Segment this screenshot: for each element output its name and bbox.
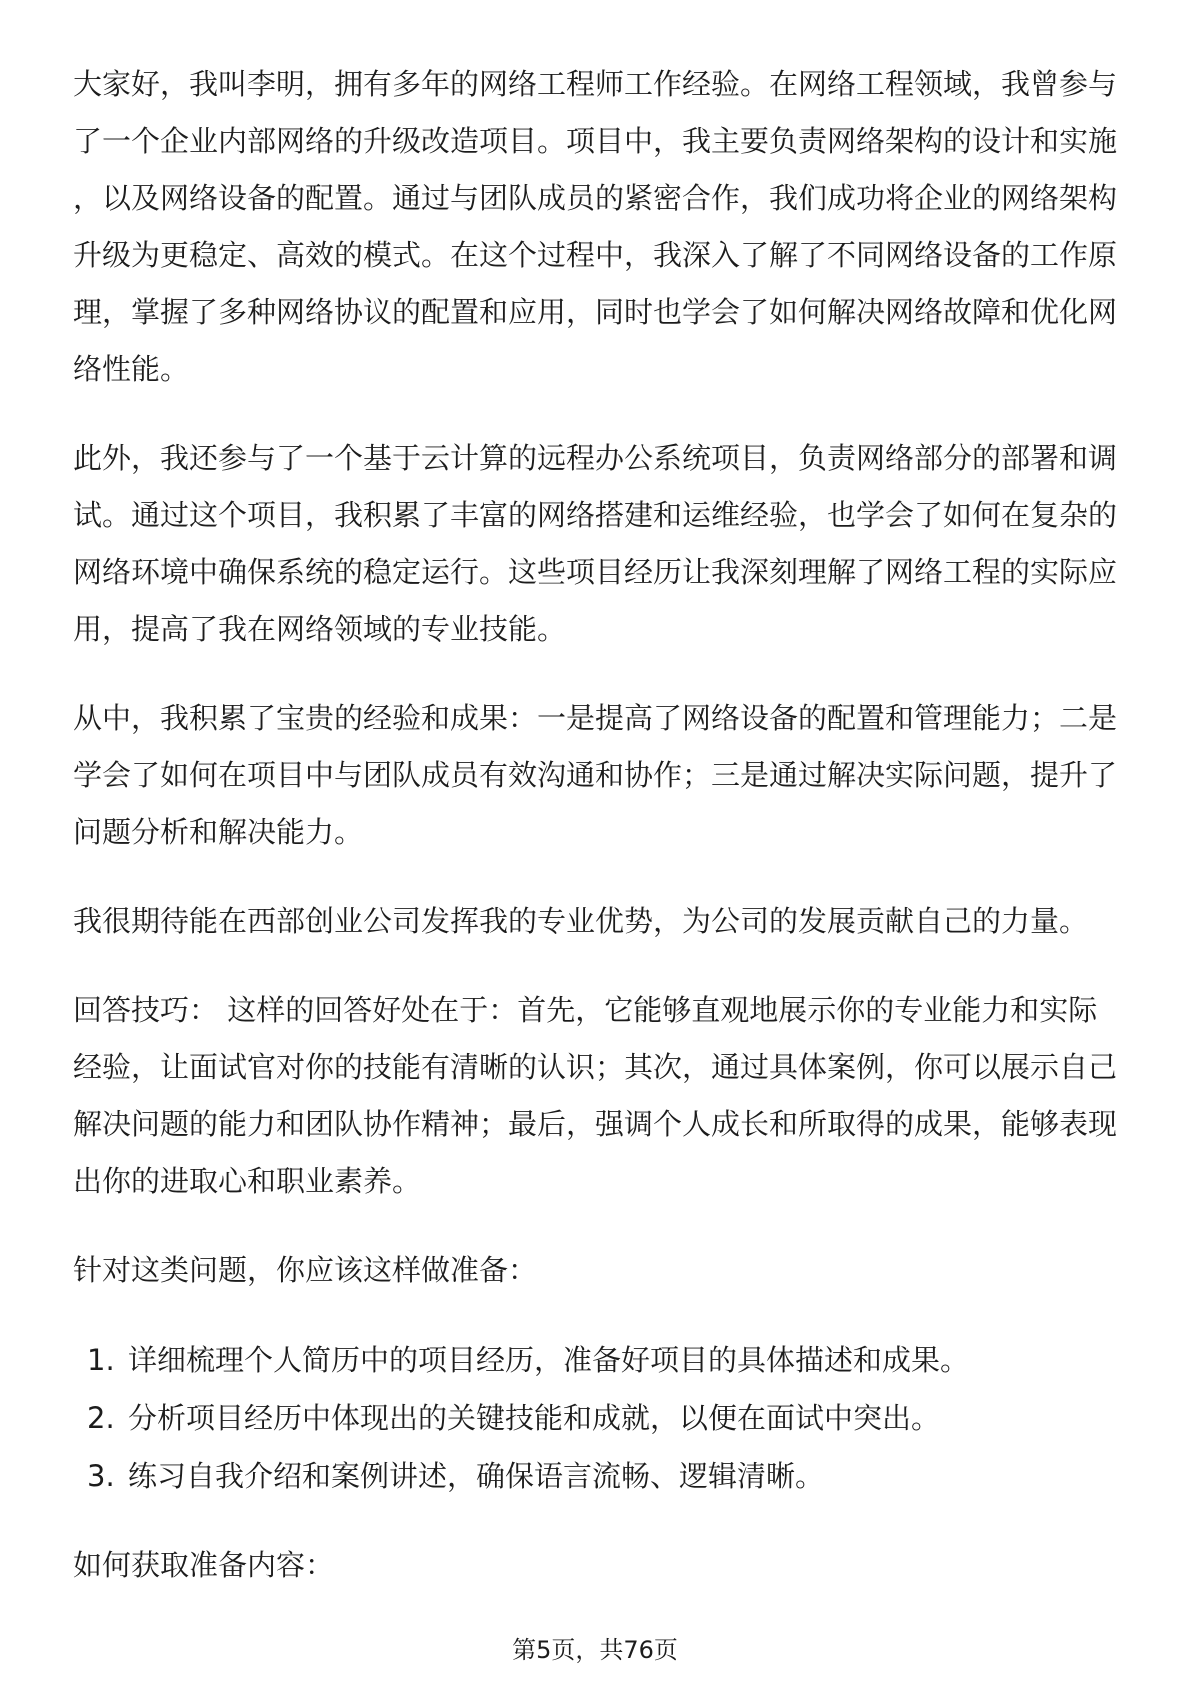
list-item-number: 2. [87,1401,115,1435]
paragraph-cloud-project: 此外，我还参与了一个基于云计算的远程办公系统项目，负责网络部分的部署和调试。通过这个项目，我积累了丰富的网络搭建和运维经验，也学会了如何在复杂的网络环境中确保系统的稳定运行。这些项目经历让我深刻理解了网络工程的实际应用，提高了我在网络领域的专业技能。 [73,441,1118,646]
list-item-number: 3. [87,1459,115,1493]
paragraph-prep-intro: 针对这类问题，你应该这样做准备： [73,1253,538,1287]
list-item [73,1447,1121,1505]
list-item [73,1389,1121,1447]
list-item [73,1331,1121,1389]
list-item-text: 练习自我介绍和案例讲述，确保语言流畅、逻辑清晰。 [128,1459,825,1493]
page-content [73,56,1121,1626]
prep-list [73,1331,1121,1505]
paragraph-self-intro: 大家好，我叫李明，拥有多年的网络工程师工作经验。在网络工程领域，我曾参与了一个企业内部网络的升级改造项目。项目中，我主要负责网络架构的设计和实施，以及网络设备的配置。通过与团队成员的紧密合作，我们成功将企业的网络架构升级为更稳定、高效的模式。在这个过程中，我深入了解了不同网络设备的工作原理，掌握了多种网络协议的配置和应用，同时也学会了如何解决网络故障和优化网络性能。 [73,67,1118,386]
page-number-footer: 第5页，共76页 [512,1636,678,1664]
paragraph-closing: 如何获取准备内容： [73,1548,335,1582]
paragraph-achievements: 从中，我积累了宝贵的经验和成果：一是提高了网络设备的配置和管理能力；二是学会了如何在项目中与团队成员有效沟通和协作；三是通过解决实际问题，提升了问题分析和解决能力。 [73,701,1118,849]
list-item-text: 详细梳理个人简历中的项目经历，准备好项目的具体描述和成果。 [128,1343,970,1377]
paragraph-answer-tips: 回答技巧： 这样的回答好处在于：首先，它能够直观地展示你的专业能力和实际经验，让面试官对你的技能有清晰的认识；其次，通过具体案例，你可以展示自己解决问题的能力和团队协作精神；最后，强调个人成长和所取得的成果，能够表现出你的进取心和职业素养。 [73,993,1118,1198]
paragraph-expectation: 我很期待能在西部创业公司发挥我的专业优势，为公司的发展贡献自己的力量。 [73,904,1089,938]
list-item-number: 1. [87,1343,115,1377]
list-item-text: 分析项目经历中体现出的关键技能和成就，以便在面试中突出。 [128,1401,941,1435]
